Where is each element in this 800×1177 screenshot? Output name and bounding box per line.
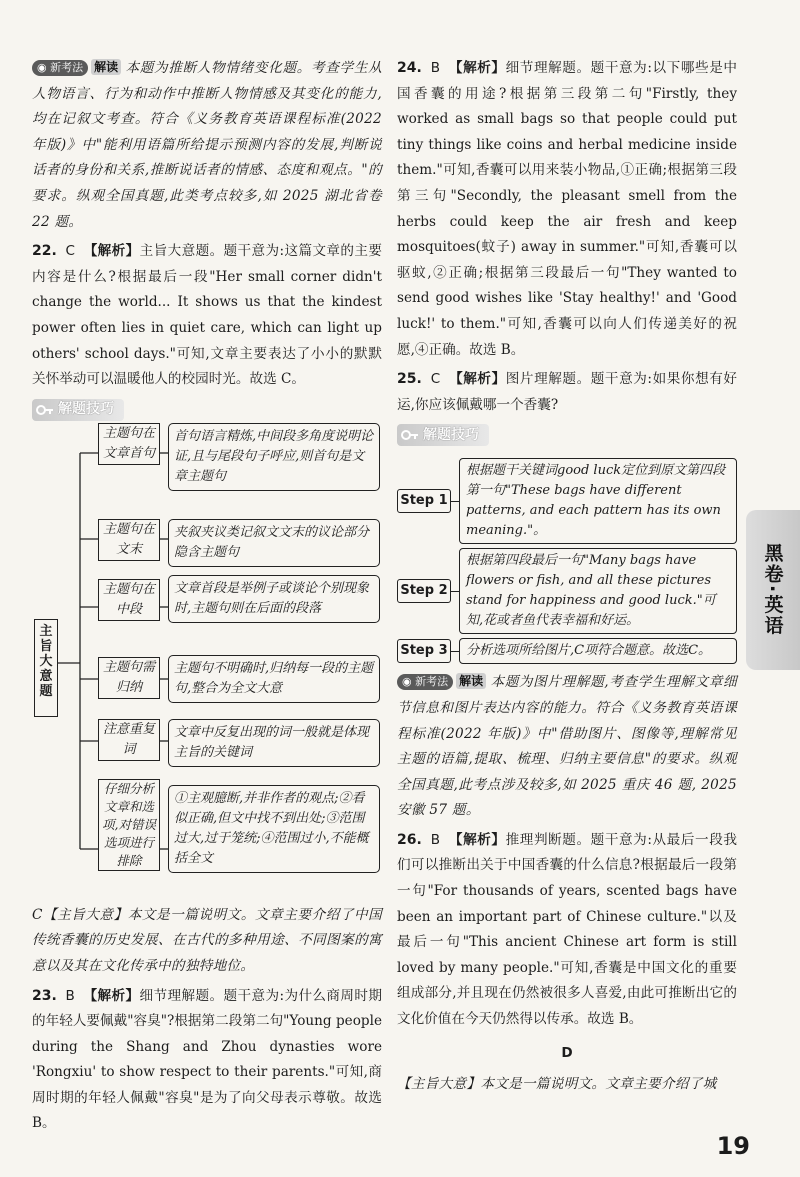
mind-map-desc: ①主观臆断,并非作者的观点;②看似正确,但文中找不到出处;③范围过大,过于笼统;④范围过小,不能概括全文 — [168, 785, 380, 873]
new-exam-badge — [397, 674, 453, 690]
note-text: 本题为图片理解题,考查学生理解文章细节信息和图片表达内容的能力。符合《义务教育英语课程标准(2022 年版)》中"借助图片、图像等,理解常见主题的语篇,提取、梳理、归纳主要信息"的要求。纵观全国真题,此考点涉及较多,如 2025 重庆 46 题, 2025 安徽 57 题。 — [397, 674, 737, 819]
question-24 — [397, 56, 737, 363]
explanation: 细节理解题。题干意为:以下哪些是中国香囊的用途?根据第三段第二句"Firstly, they worked as small bags so that people could put tiny things like coins and herbal medicine inside them."可知,香囊可以用来装小物品,①正确;根据第三段第三句"Secondly, the pleasant smell from the herbs could keep the air fresh and keep mosquitoes(蚊子) away in summer."可知,香囊可以驱蚊,②正确;根据第三段最后一句"They wanted to send good wishes like 'Stay healthy!' and 'Good luck!' to them."可知,香囊可以向人们传递美好的祝愿,④正确。故选 B。 — [397, 60, 737, 358]
mind-map-node: 主题句在文章首句 — [98, 423, 160, 465]
question-25 — [397, 367, 737, 418]
mind-map-desc: 文章中反复出现的词一般就是体现主旨的关键词 — [168, 719, 380, 767]
left-column — [32, 56, 382, 1137]
mind-map-node: 主题句需归纳 — [98, 657, 160, 699]
mind-map — [32, 425, 382, 899]
explanation: 图片理解题。题干意为:如果你想有好运,你应该佩戴哪一个香囊? — [397, 371, 737, 413]
badge-text: 新考法 — [415, 675, 449, 689]
key-icon — [401, 428, 419, 442]
side-tab-label: 黑卷·英语 — [761, 543, 784, 637]
answer: B — [430, 831, 440, 848]
question-23 — [32, 984, 382, 1138]
page-number: 19 — [716, 1132, 750, 1160]
explanation: 细节理解题。题干意为:为什么商周时期的年轻人要佩戴"容臭"?根据第二段第二句"Young people during the Shang and Zhou dynasties wore 'Rongxiu' to show respect to their parents."可知,商周时期的年轻人佩戴"容臭"是为了向父母表示尊敬。故选 B。 — [32, 987, 383, 1132]
question-number: 23. — [32, 987, 57, 1004]
question-26 — [397, 828, 737, 1033]
summary-d: 【主旨大意】本文是一篇说明文。文章主要介绍了城 — [397, 1076, 717, 1093]
analysis-tag: 【解析】 — [83, 987, 140, 1004]
note-text: 本题为推断人物情绪变化题。考查学生从人物语言、行为和动作中推断人物情感及其变化的能力,均在记叙文考查。符合《义务教育英语课程标准(2022 年版)》中"能利用语篇所给提示预测内容的发展,判断说话者的身份和关系,推断说话者的情感、态度和观点。"的要求。纵观全国真题,此类考点较多,如 2025 湖北省卷 22 题。 — [32, 60, 382, 230]
tips-title: 解题技巧 — [423, 426, 479, 443]
key-icon — [36, 403, 54, 417]
interpret-badge: 解读 — [91, 59, 121, 75]
question-number: 26. — [397, 831, 422, 848]
step-connector — [451, 501, 459, 502]
step-text: 分析选项所给图片,C项符合题意。故选C。 — [459, 638, 737, 664]
mind-map-desc: 文章首段是举例子或谈论个别现象时,主题句则在后面的段落 — [168, 575, 380, 623]
question-number: 22. — [32, 243, 57, 260]
step-label: Step 3 — [397, 639, 451, 663]
analysis-tag: 【解析】 — [83, 243, 140, 260]
step-connector — [451, 591, 459, 592]
tips-header — [32, 399, 124, 421]
mind-map-desc: 夹叙夹议类记叙文文末的议论部分隐含主题句 — [168, 519, 380, 567]
step-label: Step 2 — [397, 579, 451, 603]
mind-map-node: 主题句在文末 — [98, 519, 160, 561]
section-heading: D — [561, 1044, 573, 1061]
new-exam-badge — [32, 60, 88, 76]
analysis-tag: 【解析】 — [449, 371, 506, 388]
analysis-tag: 【解析】 — [448, 60, 506, 76]
mind-map-desc: 主题句不明确时,归纳每一段的主题句,整合为全文大意 — [168, 655, 380, 703]
step-text: 根据第四段最后一句"Many bags have flowers or fish, and all these pictures stand for happiness and good luck."可知,花或者鱼代表幸福和好运。 — [459, 548, 737, 634]
step-row — [397, 638, 737, 664]
question-number: 24. — [397, 60, 422, 76]
explanation: 推理判断题。题干意为:从最后一段我们可以推断出关于中国香囊的什么信息?根据最后一段第一句"For thousands of years, scented bags have been an important part of Chinese culture."以及最后一句"This ancient Chinese art form is still loved by many people."可知,香囊是中国文化的重要组成部分,并且现在仍然被很多人喜爱,由此可推断出它的文化价值在今天仍然得以传承。故选 B。 — [397, 831, 737, 1028]
step-label: Step 1 — [397, 489, 451, 513]
new-exam-note — [32, 56, 382, 235]
tips-header — [397, 424, 489, 446]
answer: C — [65, 243, 75, 260]
mind-map-desc: 首句语言精炼,中间段多角度说明论证,且与尾段句子呼应,则首句是文章主题句 — [168, 423, 380, 491]
new-exam-note — [397, 670, 737, 824]
badge-text: 新考法 — [50, 61, 84, 74]
tips-title: 解题技巧 — [58, 400, 114, 417]
mind-map-node: 主题句在中段 — [98, 579, 160, 621]
analysis-tag: 【解析】 — [448, 831, 506, 848]
shield-icon: ◉ — [402, 675, 412, 689]
interpret-badge: 解读 — [456, 673, 486, 689]
steps — [397, 458, 737, 664]
summary-c: C【主旨大意】本文是一篇说明文。文章主要介绍了中国传统香囊的历史发展、在古代的多种用途、不同图案的寓意以及其在文化传承中的独特地位。 — [32, 906, 382, 974]
step-row — [397, 548, 737, 634]
answer: C — [430, 371, 441, 388]
step-row — [397, 458, 737, 544]
right-column — [397, 56, 737, 1098]
answer: B — [65, 987, 75, 1004]
step-connector — [451, 651, 459, 652]
explanation: 主旨大意题。题干意为:这篇文章的主要内容是什么?根据最后一段"Her small corner didn't change the world... It shows us that the kindest power often lies in quiet care, which can light up others' school days."可知,文章主要表达了小小的默默关怀举动可以温暖他人的校园时光。故选 C。 — [32, 243, 382, 388]
side-tab — [746, 510, 800, 670]
mind-map-root: 主旨大意题 — [34, 619, 58, 717]
question-22 — [32, 239, 382, 393]
question-number: 25. — [397, 371, 422, 388]
mind-map-node: 注意重复词 — [98, 719, 160, 761]
mind-map-node: 仔细分析文章和选项,对错误选项进行排除 — [98, 779, 160, 871]
step-text: 根据题干关键词good luck定位到原文第四段第一句"These bags have different patterns, and each pattern has its own meaning."。 — [459, 458, 737, 544]
shield-icon: ◉ — [37, 61, 47, 74]
answer: B — [430, 60, 440, 76]
